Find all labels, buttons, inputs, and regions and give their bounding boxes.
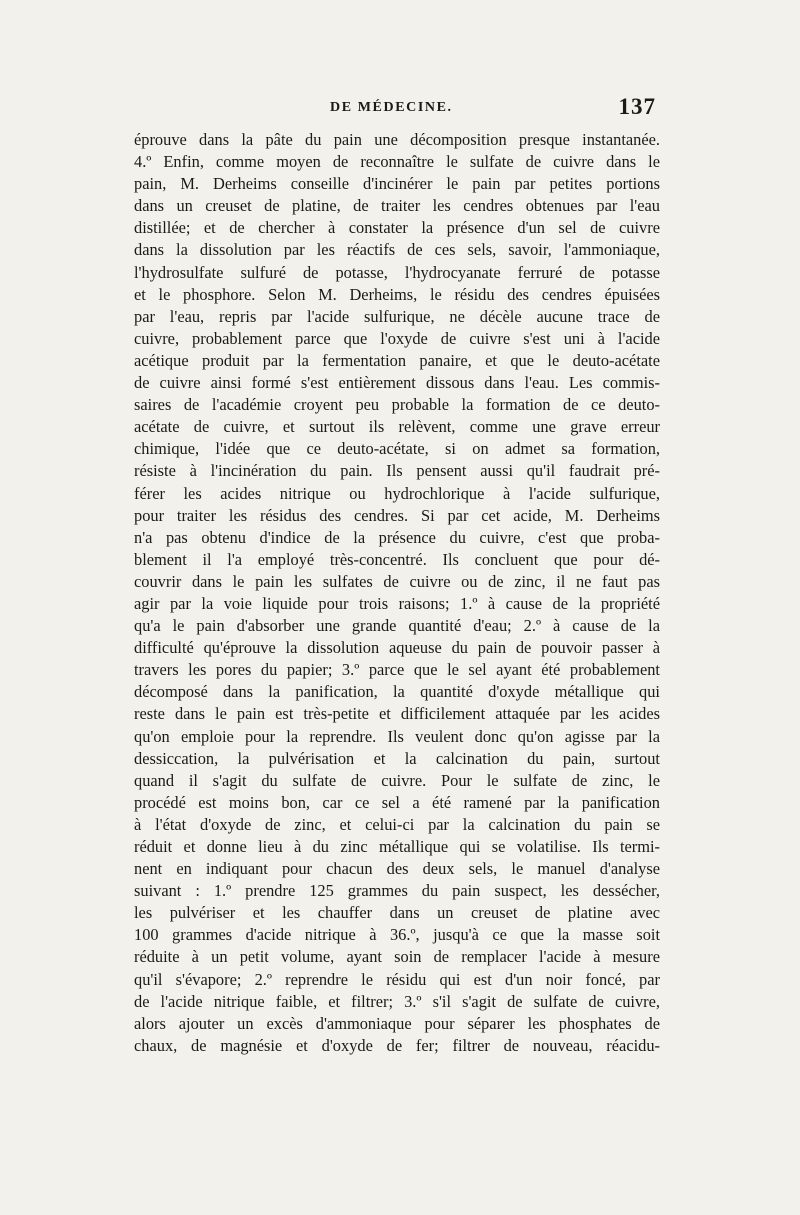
text-line: dans un creuset de platine, de traiter les cendres obtenues par l'eau	[134, 196, 660, 216]
text-line: cuivre, probablement parce que l'oxyde de cuivre s'est uni à l'acide	[134, 328, 660, 348]
text-line: pour traiter les résidus des cendres. Si par cet acide, M. Derheims	[134, 505, 660, 525]
text-line: travers les pores du papier; 3.º parce que le sel ayant été probablement	[134, 660, 660, 680]
text-line: qu'il s'évapore; 2.º reprendre le résidu qui est d'un noir foncé, par	[134, 969, 660, 989]
text-line: pain, M. Derheims conseille d'incinérer le pain par petites portions	[134, 174, 660, 194]
text-line: qu'a le pain d'absorber une grande quantité d'eau; 2.º à cause de la	[134, 616, 660, 636]
text-line: nent en indiquant pour chacun des deux sels, le manuel d'analyse	[134, 859, 660, 879]
text-line: qu'on emploie pour la reprendre. Ils veulent donc qu'on agisse par la	[134, 726, 660, 746]
text-line: éprouve dans la pâte du pain une décomposition presque instantanée.	[134, 130, 660, 149]
text-line: résiste à l'incinération du pain. Ils pensent aussi qu'il faudrait pré-	[134, 461, 660, 481]
body-text	[134, 129, 660, 1057]
text-line: l'hydrosulfate sulfuré de potasse, l'hydrocyanate ferruré de potasse	[134, 262, 660, 282]
text-line: n'a pas obtenu d'indice de la présence du cuivre, c'est que proba-	[134, 527, 660, 547]
text-line: à l'état d'oxyde de zinc, et celui-ci par la calcination du pain se	[134, 814, 660, 834]
text-line: réduite à un petit volume, ayant soin de remplacer l'acide à mesure	[134, 947, 660, 967]
text-line: distillée; et de chercher à constater la présence d'un sel de cuivre	[134, 218, 660, 238]
text-line: chimique, l'idée que ce deuto-acétate, si on admet sa formation,	[134, 439, 660, 459]
text-line: chaux, de magnésie et d'oxyde de fer; filtrer de nouveau, réacidu-	[134, 1035, 660, 1055]
text-line: férer les acides nitrique ou hydrochlorique à l'acide sulfurique,	[134, 483, 660, 503]
text-line: reste dans le pain est très-petite et difficilement attaquée par les acides	[134, 704, 660, 724]
text-line: réduit et donne lieu à du zinc métallique qui se volatilise. Ils termi-	[134, 837, 660, 856]
text-line: quand il s'agit du sulfate de cuivre. Pour le sulfate de zinc, le	[134, 770, 660, 790]
page-header	[134, 96, 664, 126]
text-line: acétique produit par la fermentation panaire, et que le deuto-acétate	[134, 350, 660, 370]
text-line: difficulté qu'éprouve la dissolution aqueuse du pain de pouvoir passer à	[134, 638, 660, 658]
text-line: les pulvériser et les chauffer dans un creuset de platine avec	[134, 903, 660, 923]
running-head: DE MÉDECINE.	[330, 100, 453, 115]
text-line: couvrir dans le pain les sulfates de cuivre ou de zinc, il ne faut pas	[134, 571, 660, 591]
text-line: agir par la voie liquide pour trois raisons; 1.º à cause de la propriété	[134, 593, 660, 613]
text-line: 4.º Enfin, comme moyen de reconnaître le sulfate de cuivre dans le	[134, 152, 660, 172]
page-number: 137	[618, 94, 656, 119]
text-line: blement il l'a employé très-concentré. Ils concluent que pour dé-	[134, 549, 660, 569]
text-line: de l'acide nitrique faible, et filtrer; 3.º s'il s'agit de sulfate de cuivre,	[134, 991, 660, 1011]
text-line: 100 grammes d'acide nitrique à 36.º, jusqu'à ce que la masse soit	[134, 925, 660, 945]
text-line: alors ajouter un excès d'ammoniaque pour séparer les phosphates de	[134, 1013, 660, 1033]
text-line: saires de l'académie croyent peu probable la formation de ce deuto-	[134, 395, 660, 415]
text-line: dans la dissolution par les réactifs de ces sels, savoir, l'ammoniaque,	[134, 240, 660, 260]
text-line: de cuivre ainsi formé s'est entièrement dissous dans l'eau. Les commis-	[134, 373, 660, 393]
text-line: par l'eau, repris par l'acide sulfurique, ne décèle aucune trace de	[134, 306, 660, 326]
text-line: procédé est moins bon, car ce sel a été ramené par la panification	[134, 792, 660, 812]
text-line: suivant : 1.º prendre 125 grammes du pain suspect, les dessécher,	[134, 881, 660, 901]
text-line: décomposé dans la panification, la quantité d'oxyde métallique qui	[134, 682, 660, 702]
text-line: dessiccation, la pulvérisation et la calcination du pain, surtout	[134, 748, 660, 768]
text-line: acétate de cuivre, et surtout ils relèvent, comme une grave erreur	[134, 417, 660, 437]
text-line: et le phosphore. Selon M. Derheims, le résidu des cendres épuisées	[134, 284, 660, 304]
